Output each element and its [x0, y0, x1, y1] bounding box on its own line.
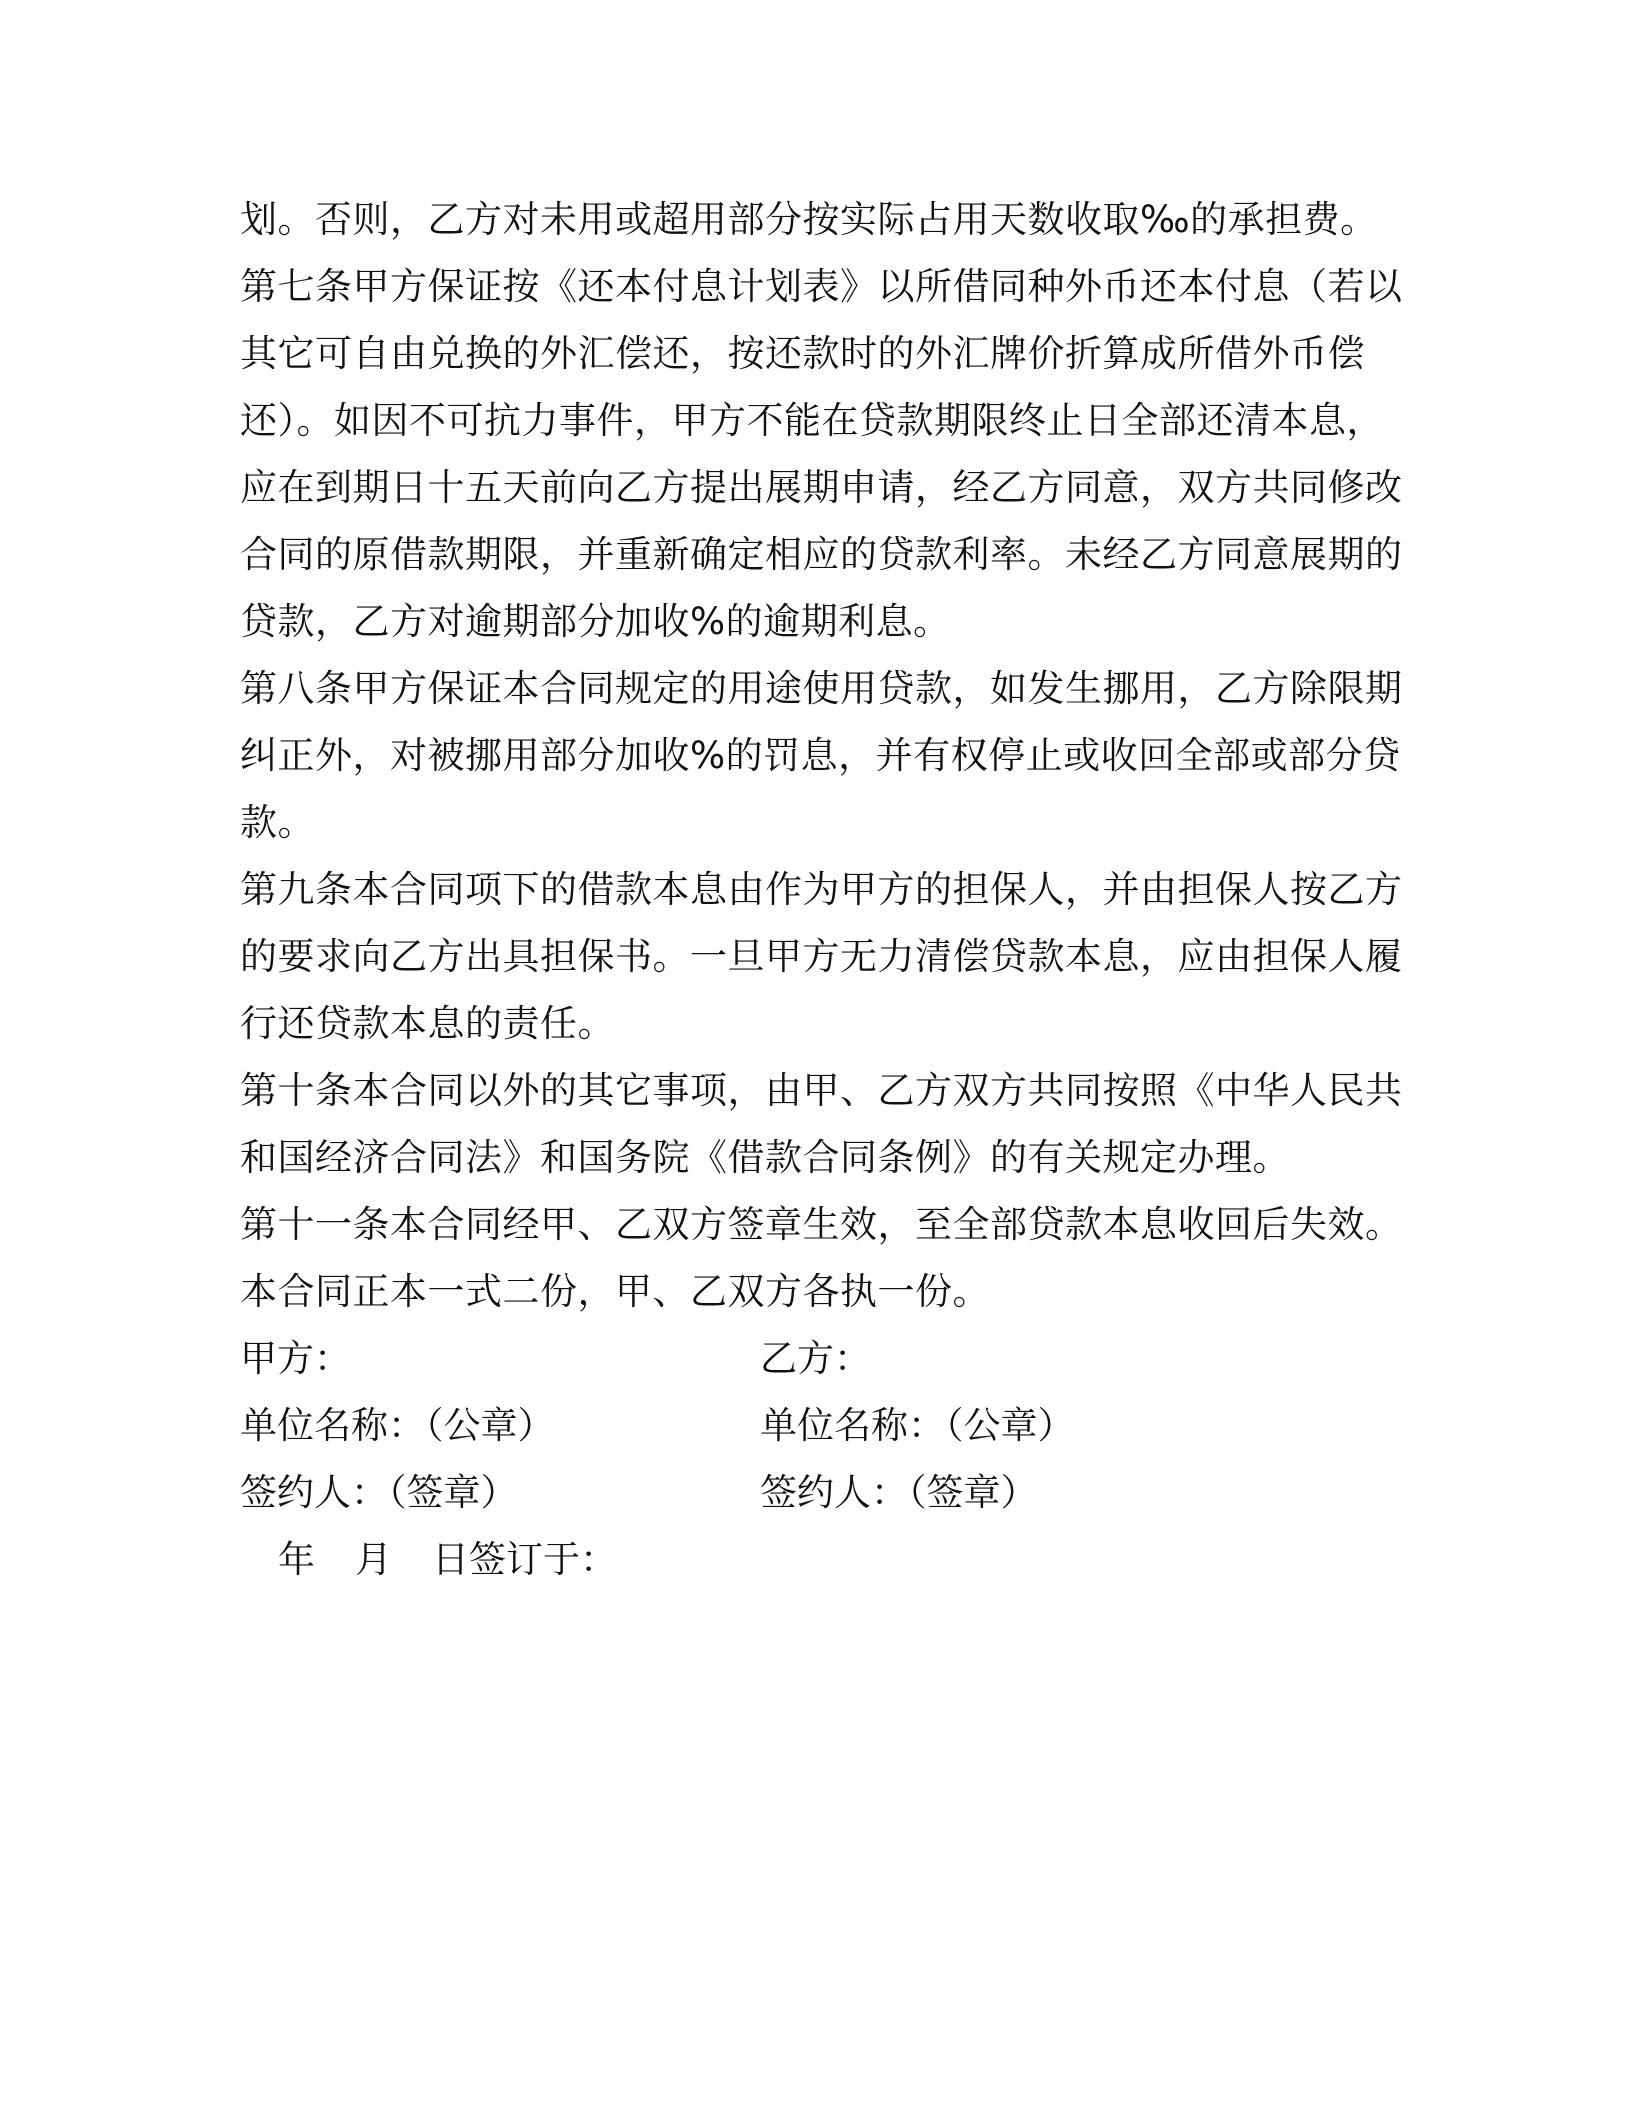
signer-b-label: 签约人：（签章）	[760, 1471, 1038, 1514]
party-row	[240, 1325, 1390, 1392]
body-line: 的要求向乙方出具担保书。一旦甲方无力清偿贷款本息，应由担保人履	[240, 935, 1403, 978]
body-line: 贷款，乙方对逾期部分加收%的逾期利息。	[240, 600, 951, 643]
body-line: 行还贷款本息的责任。	[240, 1002, 615, 1045]
body-line: 还）。如因不可抗力事件，甲方不能在贷款期限终止日全部还清本息，	[240, 399, 1384, 442]
body-line: 第七条甲方保证按《还本付息计划表》以所借同种外币还本付息（若以	[240, 265, 1403, 308]
date-month-label: 月	[355, 1538, 392, 1581]
date-day-label: 日签订于：	[432, 1538, 617, 1581]
party-b-label: 乙方：	[760, 1337, 871, 1380]
body-line: 第十一条本合同经甲、乙双方签章生效，至全部贷款本息收回后失效。	[240, 1203, 1403, 1246]
date-year-label: 年	[278, 1538, 315, 1581]
body-line: 第九条本合同项下的借款本息由作为甲方的担保人，并由担保人按乙方	[240, 868, 1403, 911]
body-line: 纠正外，对被挪用部分加收%的罚息，并有权停止或收回全部或部分贷	[240, 734, 1401, 777]
unit-a-label: 单位名称：（公章）	[240, 1404, 555, 1447]
signer-row	[240, 1459, 1390, 1526]
body-line: 第十条本合同以外的其它事项，由甲、乙方双方共同按照《中华人民共	[240, 1069, 1403, 1112]
signing-date-line	[240, 1526, 1390, 1593]
body-line: 合同的原借款期限，并重新确定相应的贷款利率。未经乙方同意展期的	[240, 533, 1403, 576]
signature-block	[240, 1325, 1390, 1593]
signer-a-label: 签约人：（签章）	[240, 1471, 518, 1514]
body-line: 和国经济合同法》和国务院《借款合同条例》的有关规定办理。	[240, 1136, 1290, 1179]
body-line: 应在到期日十五天前向乙方提出展期申请，经乙方同意，双方共同修改	[240, 466, 1403, 509]
body-line: 第八条甲方保证本合同规定的用途使用贷款，如发生挪用，乙方除限期	[240, 667, 1403, 710]
unit-b-label: 单位名称：（公章）	[760, 1404, 1075, 1447]
body-line: 款。	[240, 801, 315, 844]
unit-row	[240, 1392, 1390, 1459]
contract-page	[240, 186, 1403, 1593]
body-line: 本合同正本一式二份，甲、乙双方各执一份。	[240, 1270, 990, 1313]
contract-body	[240, 186, 1403, 1325]
body-line: 其它可自由兑换的外汇偿还，按还款时的外汇牌价折算成所借外币偿	[240, 332, 1365, 375]
party-a-label: 甲方：	[240, 1337, 351, 1380]
body-line: 划。否则，乙方对未用或超用部分按实际占用天数收取‰的承担费。	[240, 198, 1378, 241]
